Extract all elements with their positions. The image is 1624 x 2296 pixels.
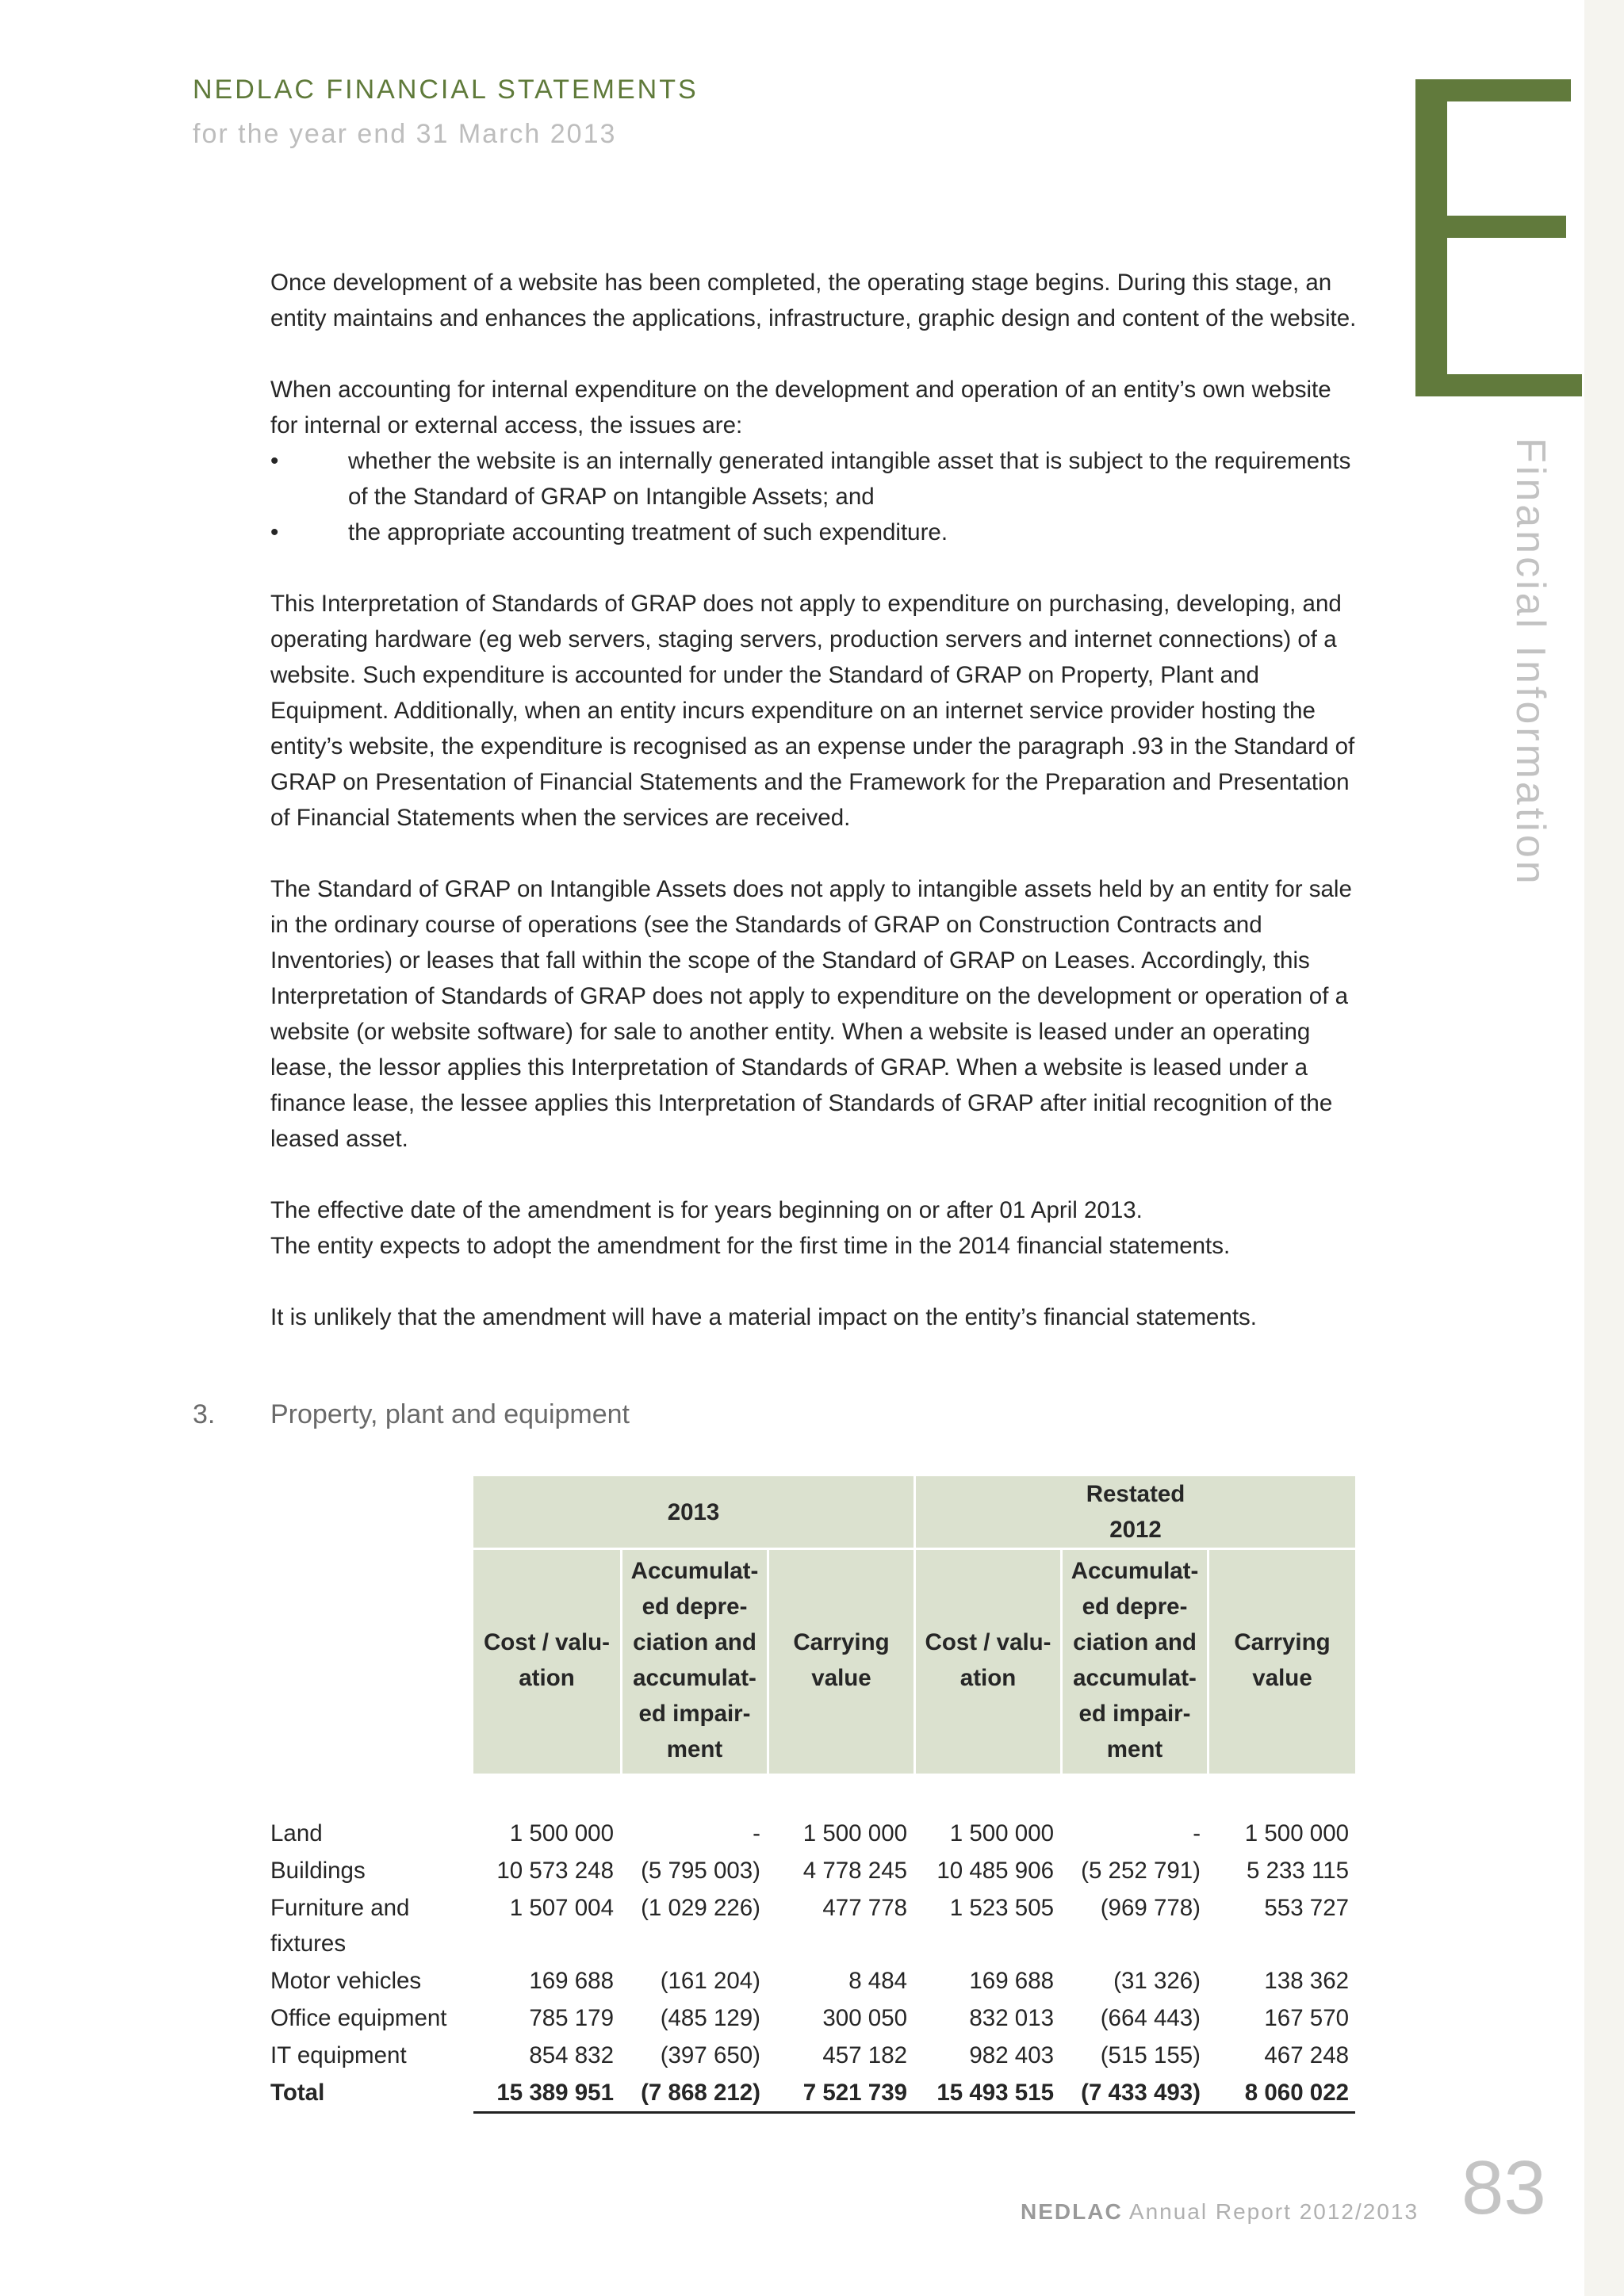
table-column-header-row xyxy=(270,1548,1355,1774)
row-label: Furniture and fixtures xyxy=(270,1895,410,1957)
section-heading xyxy=(193,1399,630,1430)
side-section-label: Financial Information xyxy=(1507,438,1553,887)
row-label: Buildings xyxy=(270,1858,366,1884)
section-letter-e xyxy=(1415,79,1582,396)
year-header-2012 xyxy=(914,1476,1355,1548)
table-total-row: Total 15 389 951 (7 868 212) 7 521 739 15 493 515 (7 433 493) 8 060 022 xyxy=(270,2074,1355,2114)
column-header-carrying-2012: Carrying value xyxy=(1207,1548,1355,1774)
section-title: Property, plant and equipment xyxy=(270,1399,630,1429)
paragraph: It is unlikely that the amendment will have a material impact on the entity’s financial statements. xyxy=(270,1304,1257,1330)
paragraph: The entity expects to adopt the amendment for the first time in the 2014 financial statements. xyxy=(270,1233,1231,1259)
column-header-accumulated-2013: Accumulat- ed depre- ciation and accumulat- ed impair- ment xyxy=(620,1548,767,1774)
table-row: Office equipment 785 179 (485 129) 300 050 832 013 (664 443) 167 570 xyxy=(270,1999,1355,2037)
bullet-item xyxy=(270,443,1357,515)
bullet-text: whether the website is an internally generated intangible asset that is subject to the requirements of the Standard of GRAP on Intangible Assets; and xyxy=(348,448,1351,510)
column-header-cost-2013: Cost / valu- ation xyxy=(473,1548,620,1774)
table-row: IT equipment 854 832 (397 650) 457 182 982 403 (515 155) 467 248 xyxy=(270,2037,1355,2074)
header-title: NEDLAC FINANCIAL STATEMENTS xyxy=(193,75,699,105)
year-2012-label: 2012 xyxy=(1109,1517,1162,1543)
paragraph: When accounting for internal expenditure on the development and operation of an entity’s own website for internal or external access, the issues are: xyxy=(270,377,1331,438)
ppe-table xyxy=(270,1476,1355,2114)
paragraph: The Standard of GRAP on Intangible Assets does not apply to intangible assets held by an entity for sale in the ordinary course of operations (see the Standards of GRAP on Construction Contracts and Inventories) or leases that fall within the scope of the Standard of GRAP on Leases. Accordingly, this Interpretation of Standards of GRAP does not apply to expenditure on the development or operation of a website (or website software) for sale to another entity. When a website is leased under an operating lease, the lessor applies this Interpretation of Standards of GRAP. When a website is leased under a finance lease, the lessee applies this Interpretation of Standards of GRAP after initial recognition of the leased asset. xyxy=(270,876,1352,1152)
bullet-item xyxy=(270,515,1357,550)
bullet-icon: • xyxy=(270,448,279,474)
column-header-accumulated-2012: Accumulat- ed depre- ciation and accumulat- ed impair- ment xyxy=(1060,1548,1207,1774)
row-label: Total xyxy=(270,2080,325,2106)
body-text xyxy=(270,265,1357,1371)
column-header-cost-2012: Cost / valu- ation xyxy=(914,1548,1060,1774)
row-label: IT equipment xyxy=(270,2042,407,2068)
table-row: Buildings 10 573 248 (5 795 003) 4 778 245 10 485 906 (5 252 791) 5 233 115 xyxy=(270,1852,1355,1889)
table-year-row xyxy=(270,1476,1355,1548)
footer xyxy=(1021,2199,1419,2225)
paragraph: The effective date of the amendment is for years beginning on or after 01 April 2013. xyxy=(270,1197,1143,1223)
row-label: Office equipment xyxy=(270,2005,447,2031)
header-subtitle: for the year end 31 March 2013 xyxy=(193,119,617,149)
paragraph: This Interpretation of Standards of GRAP does not apply to expenditure on purchasing, developing, and operating hardware (eg web servers, staging servers, production servers and internet connections) of a website. Such expenditure is accounted for under the Standard of GRAP on Property, Plant and Equipment. Additionally, when an entity incurs expenditure on an internet service provider hosting the entity’s website, the expenditure is recognised as an expense under the paragraph .93 in the Standard of GRAP on Presentation of Financial Statements and the Framework for the Preparation and Presentation of Financial Statements when the services are received. xyxy=(270,591,1355,831)
row-label: Motor vehicles xyxy=(270,1968,422,1994)
table-row: Motor vehicles 169 688 (161 204) 8 484 169 688 (31 326) 138 362 xyxy=(270,1962,1355,1999)
section-number: 3. xyxy=(193,1399,216,1429)
page-number: 83 xyxy=(1461,2145,1546,2230)
bullet-icon: • xyxy=(270,519,279,545)
row-label: Land xyxy=(270,1820,323,1846)
footer-brand: NEDLAC xyxy=(1021,2199,1123,2224)
footer-text: Annual Report 2012/2013 xyxy=(1128,2199,1419,2224)
column-header-carrying-2013: Carrying value xyxy=(767,1548,914,1774)
bullet-text: the appropriate accounting treatment of such expenditure. xyxy=(348,519,948,545)
restated-label: Restated xyxy=(1086,1481,1185,1507)
year-header-2013: 2013 xyxy=(473,1476,914,1548)
right-margin-band xyxy=(1584,0,1624,2296)
table-row: Land 1 500 000 - 1 500 000 1 500 000 - 1 500 000 xyxy=(270,1815,1355,1852)
table-row: Furniture and fixtures 1 507 004 (1 029 226) 477 778 1 523 505 (969 778) 553 727 xyxy=(270,1889,1355,1962)
paragraph: Once development of a website has been completed, the operating stage begins. During this stage, an entity maintains and enhances the applications, infrastructure, graphic design and content of the website. xyxy=(270,270,1357,331)
